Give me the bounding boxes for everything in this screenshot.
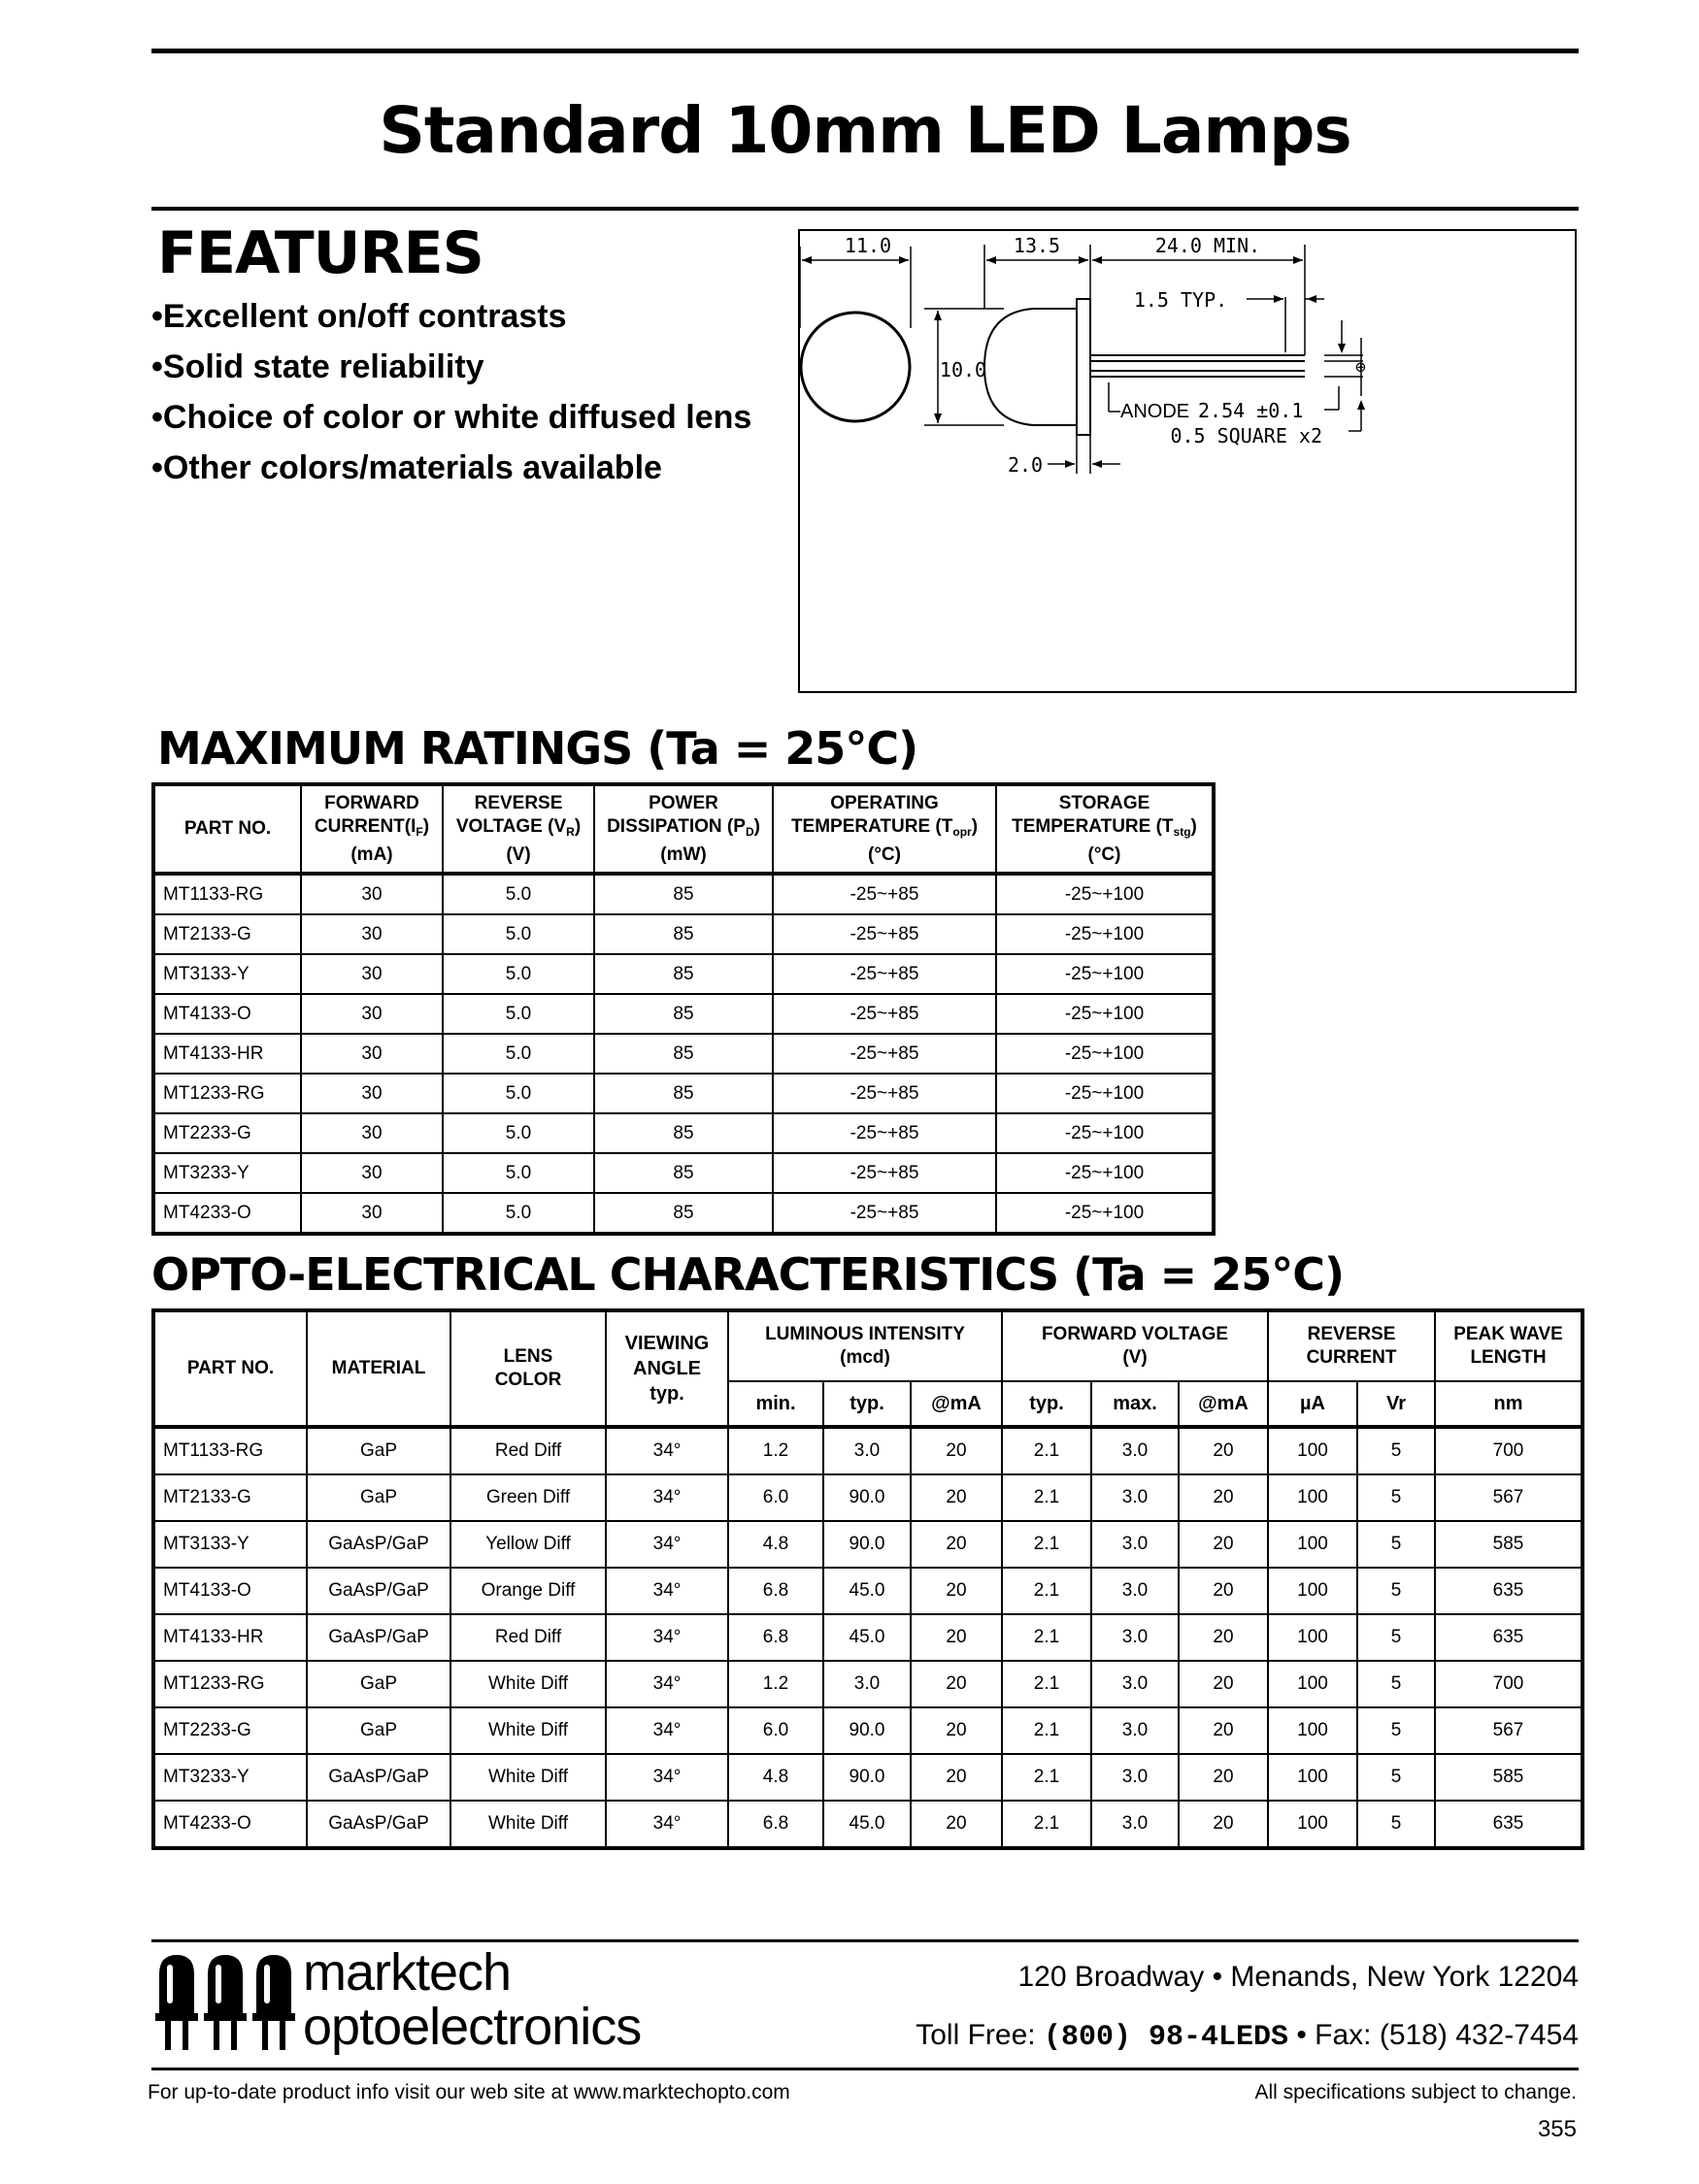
table-cell: 20 — [1179, 1521, 1268, 1568]
feature-item: • Excellent on/off contrasts — [151, 291, 751, 342]
anode-label: ANODE — [1120, 401, 1190, 422]
brand-line-2: optoelectronics — [303, 1998, 642, 2056]
table-cell: 90.0 — [823, 1707, 911, 1754]
features-heading: FEATURES — [157, 219, 483, 287]
table-cell: 20 — [911, 1754, 1002, 1801]
table-cell: 34° — [606, 1801, 728, 1848]
table-cell: 20 — [911, 1474, 1002, 1521]
subcol-lum-ma: @mA — [911, 1381, 1002, 1427]
table-cell: -25~+100 — [996, 1074, 1214, 1113]
table-cell: 5 — [1357, 1474, 1435, 1521]
diagram-svg — [800, 231, 1575, 691]
table-cell: 85 — [594, 914, 773, 954]
tollfree-number: (800) 98-4LEDS — [1043, 2021, 1288, 2054]
dim-height-label: 10.0 — [939, 358, 987, 381]
title-rule — [151, 207, 1579, 211]
table-cell: GaP — [307, 1427, 450, 1474]
table-row — [153, 874, 1214, 914]
part-number-cell: MT4233-O — [153, 1193, 301, 1234]
table-cell: 3.0 — [1091, 1568, 1179, 1614]
table-row — [153, 1113, 1214, 1153]
table-cell: GaAsP/GaP — [307, 1568, 450, 1614]
table-cell: 20 — [1179, 1707, 1268, 1754]
table-cell: White Diff — [450, 1707, 606, 1754]
table-cell: 90.0 — [823, 1474, 911, 1521]
table-cell: 34° — [606, 1568, 728, 1614]
col-lens-color: LENS COLOR — [450, 1310, 606, 1427]
table-cell: 2.1 — [1002, 1474, 1091, 1521]
table-cell: 5.0 — [443, 1193, 594, 1234]
col-operating-temp: OPERATING TEMPERATURE $(T_{opr})$ (°C) — [773, 784, 996, 874]
col-reverse-voltage: REVERSE VOLTAGE $(V_R)$ (V) — [443, 784, 594, 874]
table-row — [153, 1427, 1582, 1474]
table-cell: 3.0 — [1091, 1707, 1179, 1754]
max-ratings-body — [153, 874, 1214, 1234]
table-cell: 5 — [1357, 1568, 1435, 1614]
table-cell: White Diff — [450, 1801, 606, 1848]
table-cell: 3.0 — [1091, 1614, 1179, 1661]
table-cell: 30 — [301, 1034, 443, 1074]
table-row — [153, 1568, 1582, 1614]
part-number-cell: MT3133-Y — [153, 1521, 307, 1568]
table-cell: 30 — [301, 1113, 443, 1153]
table-cell: 5.0 — [443, 1113, 594, 1153]
table-cell: Yellow Diff — [450, 1521, 606, 1568]
table-cell: 2.1 — [1002, 1568, 1091, 1614]
subcol-rc-ua: µA — [1268, 1381, 1357, 1427]
table-cell: 34° — [606, 1521, 728, 1568]
table-cell: -25~+100 — [996, 874, 1214, 914]
table-cell: 567 — [1435, 1474, 1582, 1521]
table-cell: 5 — [1357, 1801, 1435, 1848]
table-cell: 3.0 — [1091, 1427, 1179, 1474]
subcol-lum-min: min. — [728, 1381, 823, 1427]
part-number-cell: MT4133-HR — [153, 1034, 301, 1074]
col-forward-voltage: FORWARD VOLTAGE (V) — [1002, 1310, 1268, 1381]
subcol-lum-typ: typ. — [823, 1381, 911, 1427]
table-cell: 6.8 — [728, 1801, 823, 1848]
col-viewing-angle: VIEWING ANGLE typ. — [606, 1310, 728, 1427]
table-cell: 85 — [594, 1034, 773, 1074]
table-cell: -25~+85 — [773, 994, 996, 1034]
table-cell: 5.0 — [443, 1034, 594, 1074]
table-cell: 20 — [1179, 1427, 1268, 1474]
table-cell: -25~+85 — [773, 1074, 996, 1113]
table-cell: 3.0 — [823, 1661, 911, 1707]
subcol-fv-ma: @mA — [1179, 1381, 1268, 1427]
table-cell: 5 — [1357, 1661, 1435, 1707]
table-row — [153, 1474, 1582, 1521]
table-cell: Green Diff — [450, 1474, 606, 1521]
table-cell: 85 — [594, 954, 773, 994]
table-cell: 100 — [1268, 1614, 1357, 1661]
table-cell: 45.0 — [823, 1801, 911, 1848]
table-cell: 5.0 — [443, 954, 594, 994]
table-cell: 20 — [911, 1707, 1002, 1754]
opto-table — [151, 1308, 1584, 1850]
col-part-no: PART NO. — [153, 784, 301, 874]
table-cell: -25~+85 — [773, 954, 996, 994]
part-number-cell: MT4133-O — [153, 1568, 307, 1614]
table-cell: 5 — [1357, 1754, 1435, 1801]
company-contact: Toll Free: (800) 98-4LEDS • Fax: (518) 432-7454 — [916, 2019, 1579, 2054]
table-row — [153, 1074, 1214, 1113]
table-cell: 85 — [594, 1153, 773, 1193]
table-cell: 85 — [594, 1193, 773, 1234]
table-cell: 34° — [606, 1754, 728, 1801]
col-reverse-current: REVERSE CURRENT — [1268, 1310, 1435, 1381]
table-row — [153, 994, 1214, 1034]
part-number-cell: MT3233-Y — [153, 1153, 301, 1193]
dim-typ-label: 1.5 TYP. — [1133, 288, 1228, 312]
table-cell: 5 — [1357, 1614, 1435, 1661]
table-cell: Orange Diff — [450, 1568, 606, 1614]
table-row — [153, 1707, 1582, 1754]
feature-item: • Other colors/materials available — [151, 443, 751, 493]
table-cell: 5 — [1357, 1427, 1435, 1474]
table-cell: 567 — [1435, 1707, 1582, 1754]
table-cell: GaAsP/GaP — [307, 1521, 450, 1568]
table-cell: 100 — [1268, 1568, 1357, 1614]
table-cell: 30 — [301, 1153, 443, 1193]
table-cell: -25~+85 — [773, 1193, 996, 1234]
subcol-rc-vr: Vr — [1357, 1381, 1435, 1427]
table-cell: 100 — [1268, 1707, 1357, 1754]
col-part-no: PART NO. — [153, 1310, 307, 1427]
table-cell: -25~+100 — [996, 1034, 1214, 1074]
feature-item: • Choice of color or white diffused lens — [151, 392, 751, 443]
table-cell: 2.1 — [1002, 1521, 1091, 1568]
table-row — [153, 954, 1214, 994]
dim-flange-label: 2.0 — [1007, 453, 1044, 477]
col-storage-temp: STORAGE TEMPERATURE $(T_{stg})$ (°C) — [996, 784, 1214, 874]
table-cell: 635 — [1435, 1801, 1582, 1848]
table-cell: -25~+100 — [996, 1193, 1214, 1234]
table-cell: -25~+100 — [996, 954, 1214, 994]
page-title: Standard 10mm LED Lamps — [379, 93, 1351, 168]
table-cell: 100 — [1268, 1754, 1357, 1801]
table-cell: 34° — [606, 1474, 728, 1521]
table-cell: 700 — [1435, 1661, 1582, 1707]
table-cell: 5.0 — [443, 1074, 594, 1113]
table-cell: 3.0 — [1091, 1801, 1179, 1848]
table-cell: 3.0 — [1091, 1521, 1179, 1568]
dim-square-marker: ⊕ — [1355, 357, 1366, 378]
lens-front-view — [801, 313, 910, 421]
table-cell: Red Diff — [450, 1614, 606, 1661]
table-cell: 5 — [1357, 1521, 1435, 1568]
table-cell: 3.0 — [823, 1427, 911, 1474]
table-header-row — [153, 784, 1214, 874]
dim-body-label: 13.5 — [1013, 234, 1061, 257]
table-cell: 20 — [911, 1427, 1002, 1474]
table-cell: 6.0 — [728, 1474, 823, 1521]
table-cell: 4.8 — [728, 1754, 823, 1801]
footer-rule-top — [151, 1939, 1579, 1942]
table-cell: Red Diff — [450, 1427, 606, 1474]
table-cell: 30 — [301, 1074, 443, 1113]
led-logo-icon — [155, 1951, 299, 2052]
table-row — [153, 1614, 1582, 1661]
table-cell: 20 — [1179, 1754, 1268, 1801]
table-row — [153, 1153, 1214, 1193]
marktech-logo-icon — [155, 1951, 299, 2057]
table-cell: 20 — [911, 1568, 1002, 1614]
table-cell: 1.2 — [728, 1661, 823, 1707]
website-note: For up-to-date product info visit our web site at www.marktechopto.com — [148, 2081, 790, 2103]
top-rule — [151, 49, 1579, 53]
table-cell: -25~+85 — [773, 1153, 996, 1193]
table-cell: GaP — [307, 1707, 450, 1754]
max-ratings-heading: MAXIMUM RATINGS (Ta = 25°C) — [157, 722, 918, 775]
table-cell: GaP — [307, 1474, 450, 1521]
table-cell: 3.0 — [1091, 1754, 1179, 1801]
max-ratings-table — [151, 782, 1216, 1236]
table-row — [153, 1661, 1582, 1707]
table-cell: 100 — [1268, 1474, 1357, 1521]
table-row — [153, 1193, 1214, 1234]
part-number-cell: MT4133-O — [153, 994, 301, 1034]
company-address: 120 Broadway • Menands, New York 12204 — [1017, 1961, 1579, 1993]
table-cell: 20 — [911, 1801, 1002, 1848]
table-cell: 5 — [1357, 1707, 1435, 1754]
dim-diameter-label: 11.0 — [844, 234, 892, 257]
part-number-cell: MT2133-G — [153, 914, 301, 954]
table-cell: 30 — [301, 994, 443, 1034]
table-cell: 2.1 — [1002, 1707, 1091, 1754]
spec-change-note: All specifications subject to change. — [1254, 2081, 1577, 2103]
table-cell: 45.0 — [823, 1568, 911, 1614]
table-cell: 85 — [594, 994, 773, 1034]
table-row — [153, 1521, 1582, 1568]
col-power-dissipation: POWER DISSIPATION $(P_D)$ (mW) — [594, 784, 773, 874]
part-number-cell: MT1233-RG — [153, 1661, 307, 1707]
col-luminous-intensity: LUMINOUS INTENSITY (mcd) — [728, 1310, 1002, 1381]
table-cell: 100 — [1268, 1521, 1357, 1568]
col-peak-wavelength: PEAK WAVE LENGTH — [1435, 1310, 1582, 1381]
table-cell: 6.8 — [728, 1568, 823, 1614]
opto-body — [153, 1427, 1582, 1848]
table-cell: 20 — [1179, 1661, 1268, 1707]
table-cell: GaAsP/GaP — [307, 1754, 450, 1801]
table-cell: 20 — [911, 1661, 1002, 1707]
table-cell: 2.1 — [1002, 1801, 1091, 1848]
table-cell: 5.0 — [443, 874, 594, 914]
subcol-fv-typ: typ. — [1002, 1381, 1091, 1427]
table-cell: 100 — [1268, 1427, 1357, 1474]
table-cell: 1.2 — [728, 1427, 823, 1474]
table-cell: -25~+100 — [996, 1153, 1214, 1193]
table-cell: -25~+85 — [773, 874, 996, 914]
lens-side-view — [984, 309, 1077, 425]
table-row — [153, 1754, 1582, 1801]
features-list — [151, 291, 751, 493]
part-number-cell: MT1233-RG — [153, 1074, 301, 1113]
col-forward-current: FORWARD $CURRENT(I_F)$ (mA) — [301, 784, 443, 874]
table-cell: GaP — [307, 1661, 450, 1707]
table-row — [153, 1801, 1582, 1848]
table-cell: 34° — [606, 1707, 728, 1754]
table-cell: 30 — [301, 914, 443, 954]
table-cell: -25~+100 — [996, 914, 1214, 954]
table-cell: 85 — [594, 1113, 773, 1153]
table-cell: 30 — [301, 874, 443, 914]
table-cell: -25~+85 — [773, 1113, 996, 1153]
brand-line-1: marktech — [303, 1943, 512, 2002]
table-cell: White Diff — [450, 1661, 606, 1707]
subcol-fv-max: max. — [1091, 1381, 1179, 1427]
table-cell: GaAsP/GaP — [307, 1614, 450, 1661]
table-cell: 34° — [606, 1614, 728, 1661]
table-cell: 6.8 — [728, 1614, 823, 1661]
table-cell: 2.1 — [1002, 1614, 1091, 1661]
part-number-cell: MT2233-G — [153, 1707, 307, 1754]
dim-lead-label: 24.0 MIN. — [1154, 234, 1261, 257]
table-cell: 20 — [1179, 1614, 1268, 1661]
part-number-cell: MT4133-HR — [153, 1614, 307, 1661]
table-cell: 45.0 — [823, 1614, 911, 1661]
table-cell: 20 — [1179, 1801, 1268, 1848]
square-label: 0.5 SQUARE x2 — [1170, 424, 1322, 447]
flange — [1077, 299, 1090, 435]
table-cell: 20 — [1179, 1568, 1268, 1614]
table-cell: White Diff — [450, 1754, 606, 1801]
table-cell: 20 — [911, 1614, 1002, 1661]
part-number-cell: MT2133-G — [153, 1474, 307, 1521]
table-cell: 30 — [301, 954, 443, 994]
table-cell: 3.0 — [1091, 1474, 1179, 1521]
table-cell: 100 — [1268, 1661, 1357, 1707]
table-cell: 635 — [1435, 1568, 1582, 1614]
table-cell: 4.8 — [728, 1521, 823, 1568]
table-header-row — [153, 1310, 1582, 1381]
table-cell: -25~+100 — [996, 994, 1214, 1034]
table-cell: -25~+85 — [773, 914, 996, 954]
pitch-label: 2.54 ±0.1 — [1198, 399, 1304, 422]
table-cell: 3.0 — [1091, 1661, 1179, 1707]
table-cell: GaAsP/GaP — [307, 1801, 450, 1848]
table-cell: 85 — [594, 1074, 773, 1113]
table-cell: 2.1 — [1002, 1661, 1091, 1707]
table-cell: 30 — [301, 1193, 443, 1234]
table-row — [153, 914, 1214, 954]
table-cell: 5.0 — [443, 1153, 594, 1193]
part-number-cell: MT3133-Y — [153, 954, 301, 994]
part-number-cell: MT3233-Y — [153, 1754, 307, 1801]
table-cell: 700 — [1435, 1427, 1582, 1474]
subcol-pw-nm: nm — [1435, 1381, 1582, 1427]
part-number-cell: MT2233-G — [153, 1113, 301, 1153]
table-cell: 34° — [606, 1427, 728, 1474]
table-cell: 20 — [1179, 1474, 1268, 1521]
part-number-cell: MT4233-O — [153, 1801, 307, 1848]
table-cell: -25~+85 — [773, 1034, 996, 1074]
col-material: MATERIAL — [307, 1310, 450, 1427]
table-cell: 85 — [594, 874, 773, 914]
table-cell: 5.0 — [443, 914, 594, 954]
table-row — [153, 1034, 1214, 1074]
table-cell: 5.0 — [443, 994, 594, 1034]
feature-item: • Solid state reliability — [151, 342, 751, 392]
table-cell: 2.1 — [1002, 1754, 1091, 1801]
table-cell: 585 — [1435, 1754, 1582, 1801]
table-cell: 90.0 — [823, 1754, 911, 1801]
table-cell: 90.0 — [823, 1521, 911, 1568]
led-dimension-diagram — [798, 229, 1577, 693]
table-cell: 100 — [1268, 1801, 1357, 1848]
part-number-cell: MT1133-RG — [153, 874, 301, 914]
opto-heading: OPTO-ELECTRICAL CHARACTERISTICS (Ta = 25°C) — [151, 1248, 1344, 1301]
table-cell: 2.1 — [1002, 1427, 1091, 1474]
table-cell: 585 — [1435, 1521, 1582, 1568]
footer-rule-bottom — [151, 2068, 1579, 2070]
table-cell: 6.0 — [728, 1707, 823, 1754]
table-cell: 34° — [606, 1661, 728, 1707]
page-number: 355 — [1537, 2116, 1577, 2142]
brand-name — [303, 1945, 641, 2054]
part-number-cell: MT1133-RG — [153, 1427, 307, 1474]
table-cell: 20 — [911, 1521, 1002, 1568]
table-cell: 635 — [1435, 1614, 1582, 1661]
table-cell: -25~+100 — [996, 1113, 1214, 1153]
